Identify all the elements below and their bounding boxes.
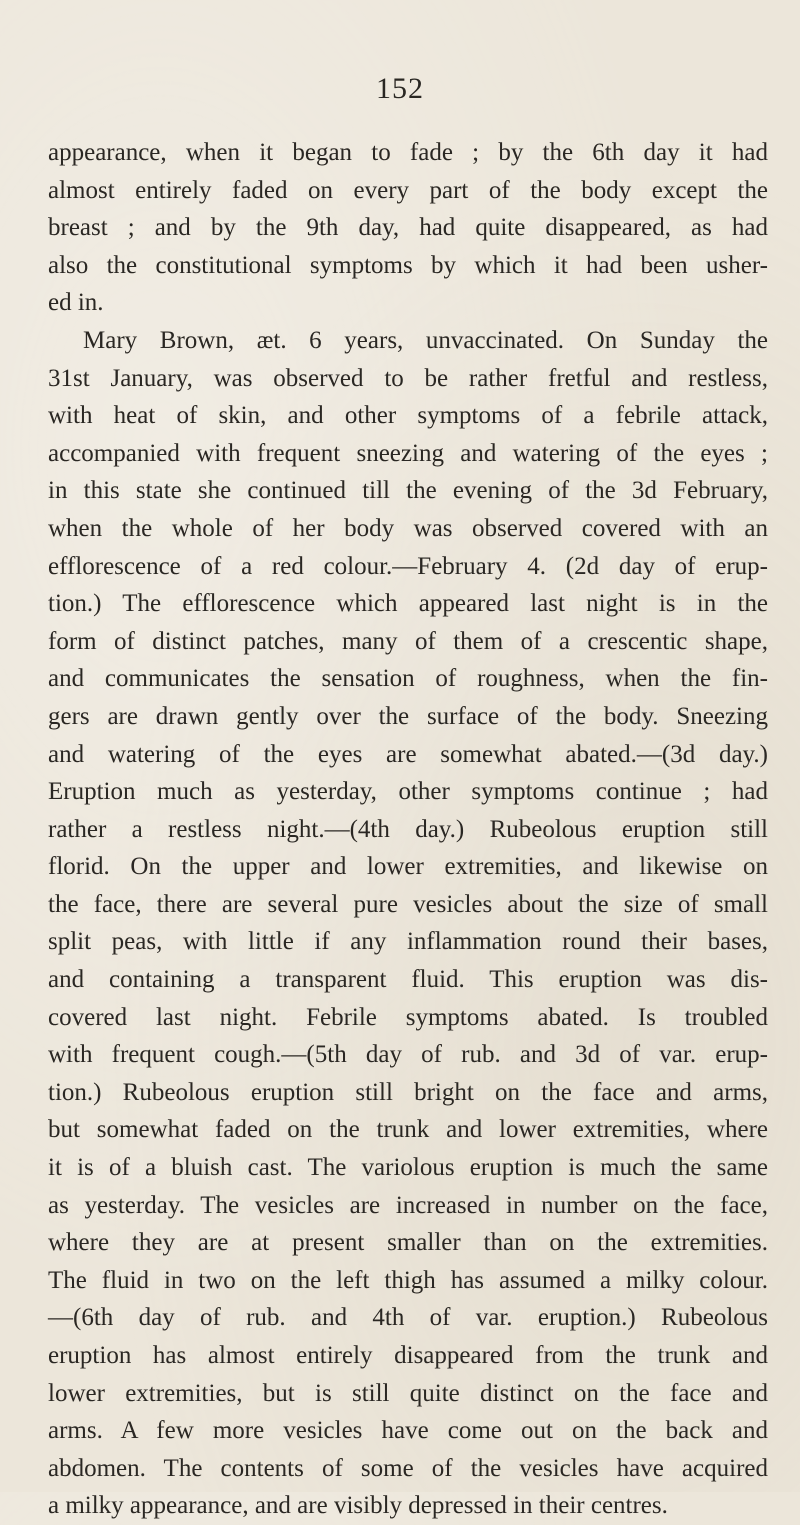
text-line: abdomen. The contents of some of the vesicles have acquired [48, 1454, 768, 1482]
text-line: accompanied with frequent sneezing and watering of the eyes ; [48, 439, 768, 467]
text-line: where they are at present smaller than on the extremities. [48, 1229, 768, 1257]
text-line: florid. On the upper and lower extremities, and likewise on [48, 853, 768, 881]
text-line: and communicates the sensation of roughness, when the fin- [48, 665, 768, 693]
text-line: 31st January, was observed to be rather fretful and restless, [48, 364, 768, 392]
text-line: tion.) Rubeolous eruption still bright on the face and arms, [48, 1078, 768, 1106]
page-number: 152 [376, 72, 424, 105]
text-line: a milky appearance, and are visibly depressed in their centres. [48, 1492, 668, 1520]
text-line: ed in. [48, 289, 104, 317]
text-line: and containing a transparent fluid. This eruption was dis- [48, 966, 768, 994]
text-line: form of distinct patches, many of them of a crescentic shape, [48, 627, 768, 655]
text-line: with frequent cough.—(5th day of rub. and 3d of var. erup- [48, 1041, 768, 1069]
text-line: with heat of skin, and other symptoms of a febrile attack, [48, 402, 768, 430]
text-line: lower extremities, but is still quite distinct on the face and [48, 1379, 768, 1407]
text-line: breast ; and by the 9th day, had quite disappeared, as had [48, 214, 768, 242]
text-line: —(6th day of rub. and 4th of var. eruption.) Rubeolous [48, 1304, 768, 1332]
text-line: efflorescence of a red colour.—February 4. (2d day of erup- [48, 552, 768, 580]
text-line: tion.) The efflorescence which appeared last night is in the [48, 590, 768, 618]
text-line: in this state she continued till the evening of the 3d February, [48, 477, 768, 505]
text-line: arms. A few more vesicles have come out on the back and [48, 1417, 768, 1445]
text-line: rather a restless night.—(4th day.) Rubeolous eruption still [48, 815, 768, 843]
text-line: it is of a bluish cast. The variolous eruption is much the same [48, 1154, 768, 1182]
text-line: but somewhat faded on the trunk and lower extremities, where [48, 1116, 768, 1144]
text-line: The fluid in two on the left thigh has assumed a milky colour. [48, 1266, 768, 1294]
text-line: gers are drawn gently over the surface of the body. Sneezing [48, 702, 768, 730]
text-line: split peas, with little if any inflammation round their bases, [48, 928, 768, 956]
text-line: eruption has almost entirely disappeared from the trunk and [48, 1342, 768, 1369]
text-line: the face, there are several pure vesicles about the size of small [48, 890, 768, 918]
text-line: and watering of the eyes are somewhat abated.—(3d day.) [48, 740, 768, 768]
text-line: covered last night. Febrile symptoms abated. Is troubled [48, 1003, 768, 1031]
text-line: Mary Brown, æt. 6 years, unvaccinated. On Sunday the [83, 326, 768, 354]
text-line: as yesterday. The vesicles are increased in number on the face, [48, 1191, 768, 1219]
body-text [48, 134, 768, 1525]
text-line: almost entirely faded on every part of the body except the [48, 176, 768, 204]
text-line: when the whole of her body was observed covered with an [48, 514, 768, 542]
text-line: also the constitutional symptoms by which it had been usher- [48, 251, 768, 279]
text-line: Eruption much as yesterday, other symptoms continue ; had [48, 778, 768, 806]
text-line: appearance, when it began to fade ; by the 6th day it had [48, 139, 768, 166]
